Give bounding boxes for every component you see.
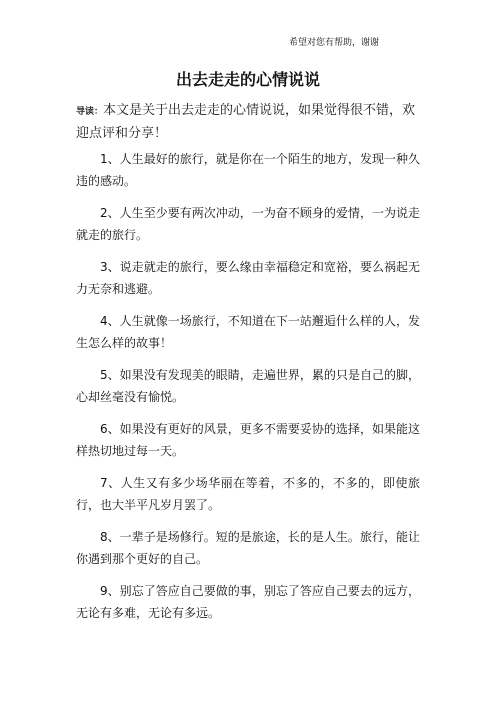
paragraph-6: 6、如果没有更好的风景，更多不需要妥协的选择，如果能这样热切地过每一天。 [76, 422, 420, 458]
paragraph-1: 1、人生最好的旅行，就是你在一个陌生的地方，发现一种久违的感动。 [76, 152, 420, 188]
header-note: 希望对您有帮助，谢谢 [288, 38, 379, 48]
paragraph-8: 8、一辈子是场修行。短的是旅途，长的是人生。旅行，能让你遇到那个更好的自己。 [76, 530, 420, 566]
page-title: 出去走走的心情说说 [175, 70, 320, 89]
paragraph-9: 9、别忘了答应自己要做的事，别忘了答应自己要去的远方，无论有多难，无论有多远。 [76, 584, 420, 620]
content-body [76, 148, 420, 634]
paragraph-2: 2、人生至少要有两次冲动，一为奋不顾身的爱情，一为说走就走的旅行。 [76, 206, 420, 242]
paragraph-5: 5、如果没有发现美的眼睛，走遍世界，累的只是自己的脚，心却丝毫没有愉悦。 [76, 368, 420, 404]
paragraph-3: 3、说走就走的旅行，要么缘由幸福稳定和宽裕，要么祸起无力无奈和逃避。 [76, 260, 420, 296]
paragraph-7: 7、人生又有多少场华丽在等着，不多的，不多的，即使旅行，也大半平凡岁月罢了。 [76, 476, 420, 512]
intro-label: 导读： [76, 107, 104, 117]
paragraph-4: 4、人生就像一场旅行，不知道在下一站邂逅什么样的人，发生怎么样的故事！ [76, 314, 420, 350]
intro-block [76, 100, 420, 145]
intro-text: 本文是关于出去走走的心情说说，如果觉得很不错，欢迎点评和分享！ [76, 103, 416, 141]
